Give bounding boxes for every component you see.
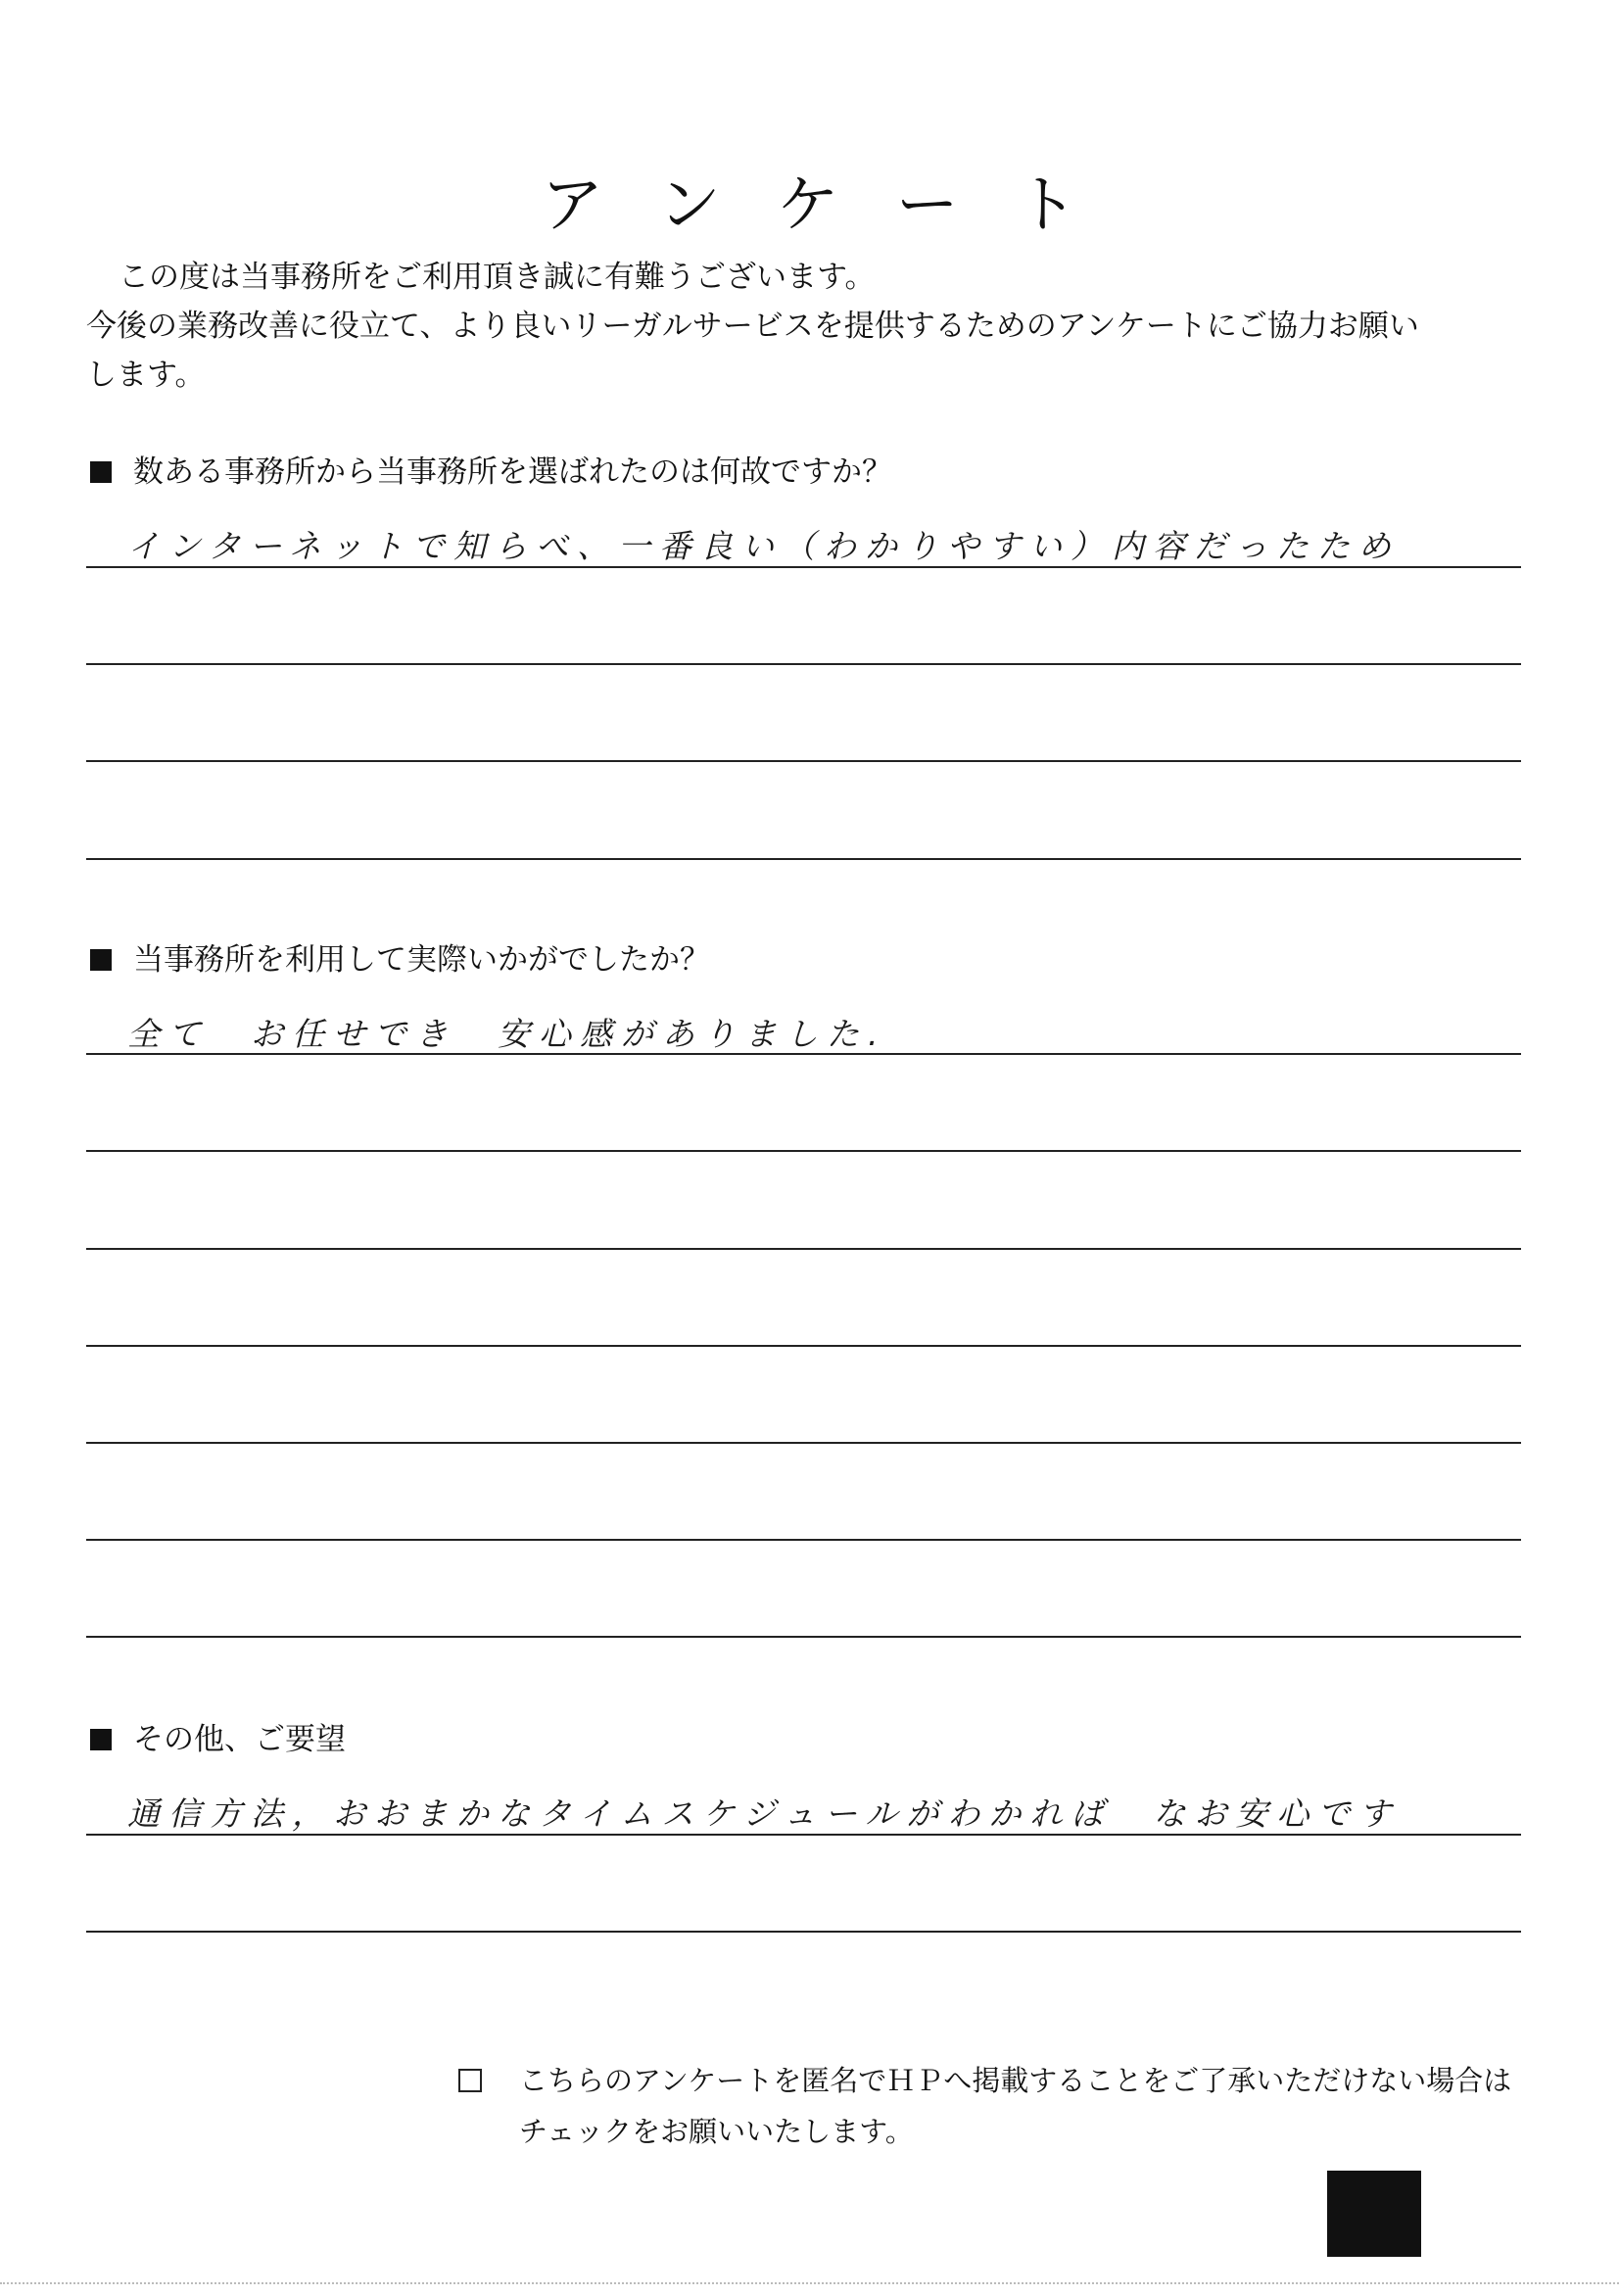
answer-2-line-6 [86, 1539, 1521, 1541]
answer-2-line-1 [86, 1053, 1521, 1055]
square-bullet-icon [90, 461, 112, 483]
answer-2-line-3 [86, 1248, 1521, 1250]
intro-line-1: この度は当事務所をご利用頂き誠に有難うございます。 [119, 260, 876, 295]
answer-3-text[interactable]: 通信方法，おおまかなタイムスケジュールがわかれば なお安心です [127, 1794, 1401, 1833]
square-bullet-icon [90, 1729, 112, 1750]
answer-1-line-1 [86, 566, 1521, 568]
intro-line-3: します。 [86, 358, 206, 393]
answer-2-line-7 [86, 1636, 1521, 1638]
consent-line-2: チェックをお願いいたします。 [519, 2115, 914, 2148]
square-bullet-icon [90, 949, 112, 971]
answer-2-line-5 [86, 1442, 1521, 1444]
answer-2-line-4 [86, 1345, 1521, 1347]
answer-1-line-4 [86, 858, 1521, 860]
question-2 [90, 940, 710, 980]
question-2-label: 当事務所を利用して実際いかがでしたか？ [133, 942, 710, 978]
answer-2-text[interactable]: 全て お任せでき 安心感がありました. [127, 1015, 887, 1053]
intro-text [86, 253, 1536, 400]
consent-line-1: こちらのアンケートを匿名でＨＰへ掲載することをご了承いただけない場合は [519, 2064, 1512, 2097]
intro-line-2: 今後の業務改善に役立て、より良いリーガルサービスを提供するためのアンケートにご協力お願い [86, 309, 1419, 344]
page-title: アンケート [541, 168, 1135, 242]
answer-1-line-3 [86, 760, 1521, 762]
question-1 [90, 453, 892, 492]
question-3 [90, 1720, 346, 1759]
question-3-label: その他、ご要望 [133, 1722, 346, 1757]
answer-2-line-2 [86, 1150, 1521, 1152]
answer-3-line-2 [86, 1931, 1521, 1933]
answer-1-line-2 [86, 663, 1521, 665]
consent-section [458, 2055, 1511, 2157]
anonymous-consent-checkbox[interactable] [458, 2069, 482, 2092]
answer-3-line-1 [86, 1834, 1521, 1836]
answer-1-text[interactable]: インターネットで知らべ、一番良い（わかりやすい）内容だったため [127, 527, 1401, 565]
redaction-block [1327, 2171, 1421, 2257]
scan-edge-noise [0, 2282, 1619, 2284]
question-1-label: 数ある事務所から当事務所を選ばれたのは何故ですか？ [133, 454, 892, 490]
